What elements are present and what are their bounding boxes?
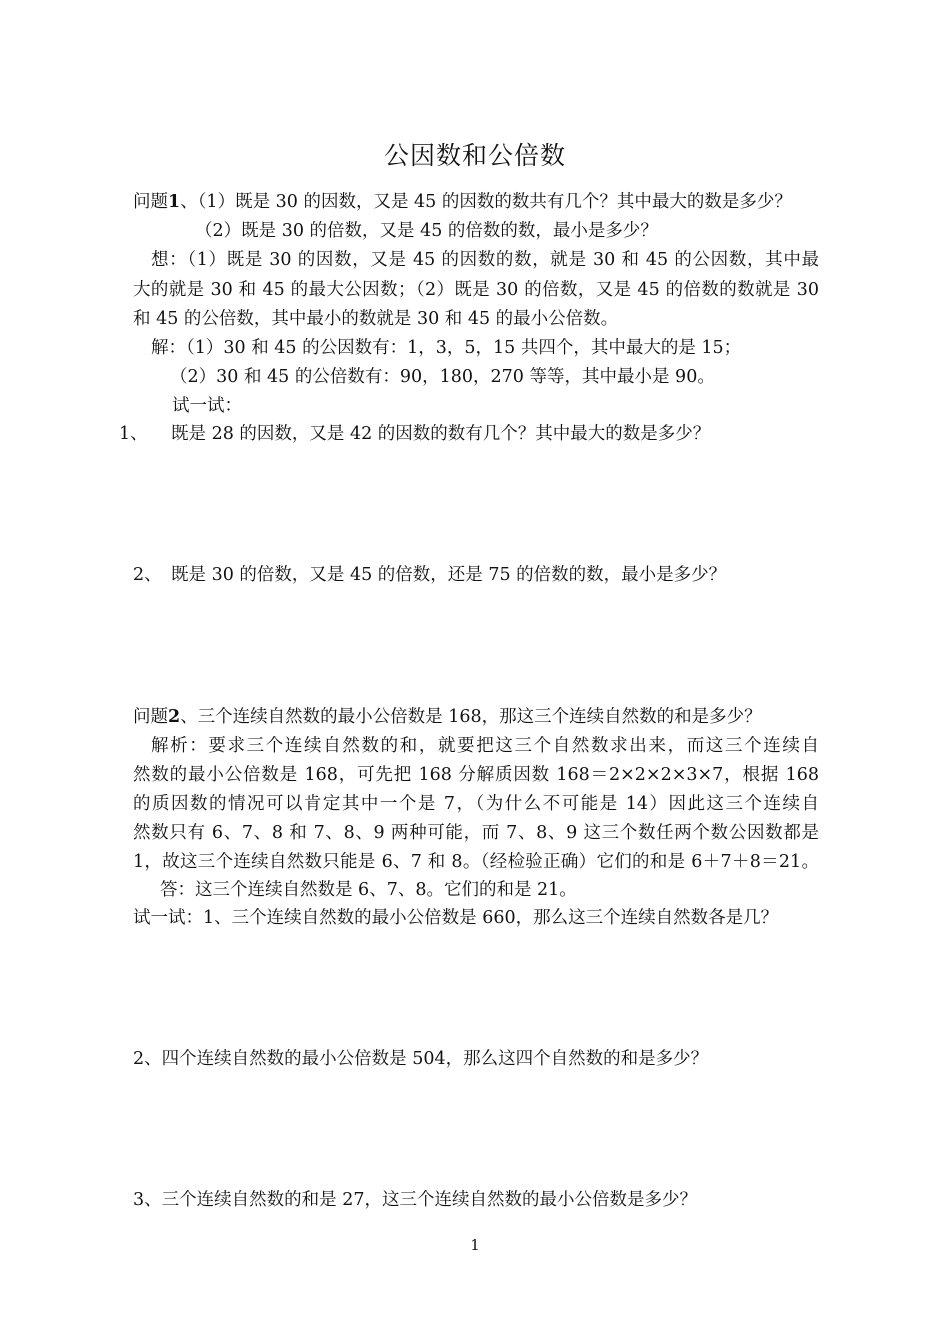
try-item-1-number: 1、 [119, 424, 148, 444]
problem2-analysis-line-4: 然数只有 6、7、8 和 7、8、9 两种可能，而 7、8、9 这三个数任两个数公因数都是 [133, 823, 819, 843]
page-number: 1 [470, 1236, 480, 1254]
problem1-label: 问题 [133, 192, 168, 212]
problem2-label: 问题 [133, 707, 168, 727]
problem2-try-item-1: 试一试：1、三个连续自然数的最小公倍数是 660，那么这三个连续自然数各是几？ [133, 908, 779, 928]
problem2-analysis-line-1: 解析：要求三个连续自然数的和，就要把这三个自然数求出来，而这三个连续自 [151, 736, 819, 756]
problem2-analysis-line-3: 的质因数的情况可以肯定其中一个是 7，（为什么不可能是 14）因此这三个连续自 [133, 794, 819, 814]
problem1-question-1 [133, 190, 792, 214]
problem1-q1-text: 、（1）既是 30 的因数，又是 45 的因数的数共有几个？其中最大的数是多少？ [180, 192, 792, 212]
problem1-think-line-1: 想：（1）既是 30 的因数，又是 45 的因数的数，就是 30 和 45 的公因数，其中最 [151, 250, 819, 270]
problem1-think-line-3: 和 45 的公倍数，其中最小的数就是 30 和 45 的最小公倍数。 [133, 309, 619, 329]
problem2-question [133, 705, 762, 729]
problem1-try-item-1 [119, 422, 148, 446]
problem1-solution-2: （2）30 和 45 的公倍数有：90，180，270 等等，其中最小是 90。 [170, 367, 715, 387]
page-title: 公因数和公倍数 [383, 141, 566, 170]
problem1-solution-1: 解：（1）30 和 45 的公因数有：1，3，5，15 共四个，其中最大的是 15； [151, 338, 742, 358]
problem1-think-line-2: 大的就是 30 和 45 的最大公因数；（2）既是 30 的倍数，又是 45 的倍数的数就是 30 [133, 280, 819, 300]
problem2-analysis-line-5: 1，故这三个连续自然数只能是 6、7 和 8。（经检验正确）它们的和是 6＋7＋8＝21。 [133, 852, 819, 872]
problem1-try-item-2-text: 既是 30 的倍数，又是 45 的倍数，还是 75 的倍数的数，最小是多少？ [171, 565, 727, 585]
problem2-analysis-line-2: 然数的最小公倍数是 168，可先把 168 分解质因数 168＝2×2×2×3×7，根据 168 [133, 765, 819, 785]
problem2-question-text: 、三个连续自然数的最小公倍数是 168，那这三个连续自然数的和是多少？ [180, 707, 762, 727]
problem1-try-label: 试一试： [172, 396, 242, 416]
problem1-number: 1 [168, 192, 181, 212]
try-item-2-number: 2、 [133, 565, 162, 585]
problem1-try-item-1-text: 既是 28 的因数，又是 42 的因数的数有几个？其中最大的数是多少？ [171, 424, 711, 444]
problem1-try-item-2 [133, 563, 162, 587]
problem2-answer: 答：这三个连续自然数是 6、7、8。它们的和是 21。 [160, 880, 577, 900]
problem2-number: 2 [168, 707, 181, 727]
problem1-question-2: （2）既是 30 的倍数，又是 45 的倍数的数，最小是多少？ [195, 221, 658, 241]
problem2-try-item-2: 2、四个连续自然数的最小公倍数是 504，那么这四个自然数的和是多少？ [133, 1049, 709, 1069]
problem2-try-item-3: 3、三个连续自然数的和是 27，这三个连续自然数的最小公倍数是多少？ [133, 1190, 697, 1210]
